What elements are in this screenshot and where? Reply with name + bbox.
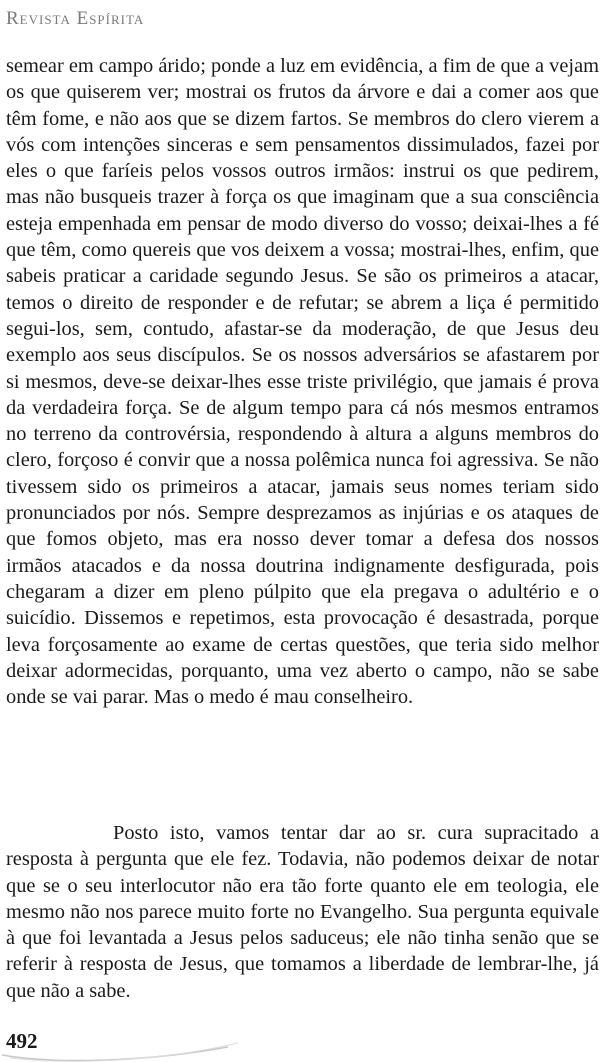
body-paragraph-2: Posto isto, vamos tentar dar ao sr. cura supracitado a resposta à pergunta que ele fez. Todavia, não podemos deixar de notar que se o seu interlocutor não era tão forte quanto ele em teologia, ele mesmo não nos parece muito forte no Evangelho. Sua pergunta equivale à que foi levantada a Jesus pelos saduceus; ele não tinha senão que se referir à resposta de Jesus, que tomamos a liberdade de lembrar-lhe, já que não a sabe. xyxy=(6,822,599,1002)
page-number: 492 xyxy=(6,1029,38,1053)
running-header: Revista Espírita xyxy=(6,8,145,29)
body-paragraph-1: semear em campo árido; ponde a luz em evidência, a fim de que a vejam os que quiserem ver; mostrai os frutos da árvore e dai a comer aos que têm fome, e não aos que se dizem fartos. Se membros do clero vierem a vós com intenções sinceras e sem pensamentos dissimulados, fazei por eles o que faríeis pelos vossos outros irmãos: instrui os que pedirem, mas não busqueis trazer à força os que imaginam que a sua consciência esteja empenhada em pensar de modo diverso do vosso; deixai-lhes a fé que têm, como quereis que vos deixem a vossa; mostrai-lhes, enfim, que sabeis praticar a caridade segundo Jesus. Se são os primeiros a atacar, temos o direito de responder e de refutar; se abrem a liça é permitido segui-los, sem, contudo, afastar-se da moderação, de que Jesus deu exemplo aos seus discípulos. Se os nossos adversários se afastarem por si mesmos, deve-se deixar-lhes esse triste privilégio, que jamais é prova da verdadeira força. Se de algum tempo para cá nós mesmos entramos no terreno da controvérsia, respondendo à altura a alguns membros do clero, forçoso é convir que a nossa polêmica nunca foi agressiva. Se não tivessem sido os primeiros a atacar, jamais seus nomes teriam sido pronunciados por nós. Sempre desprezamos as injúrias e os ataques de que fomos objeto, mas era nosso dever tomar a defesa dos nossos irmãos atacados e da nossa doutrina indignamente desfigurada, pois chegaram a dizer em pleno púlpito que ela pregava o adultério e o suicídio. Dissemos e repetimos, esta provocação é desastrada, porque leva forçosamente ao exame de certas questões, que teria sido melhor deixar adormecidas, porquanto, uma vez aberto o campo, não se sabe onde se vai parar. Mas o medo é mau conselheiro. xyxy=(6,55,599,709)
